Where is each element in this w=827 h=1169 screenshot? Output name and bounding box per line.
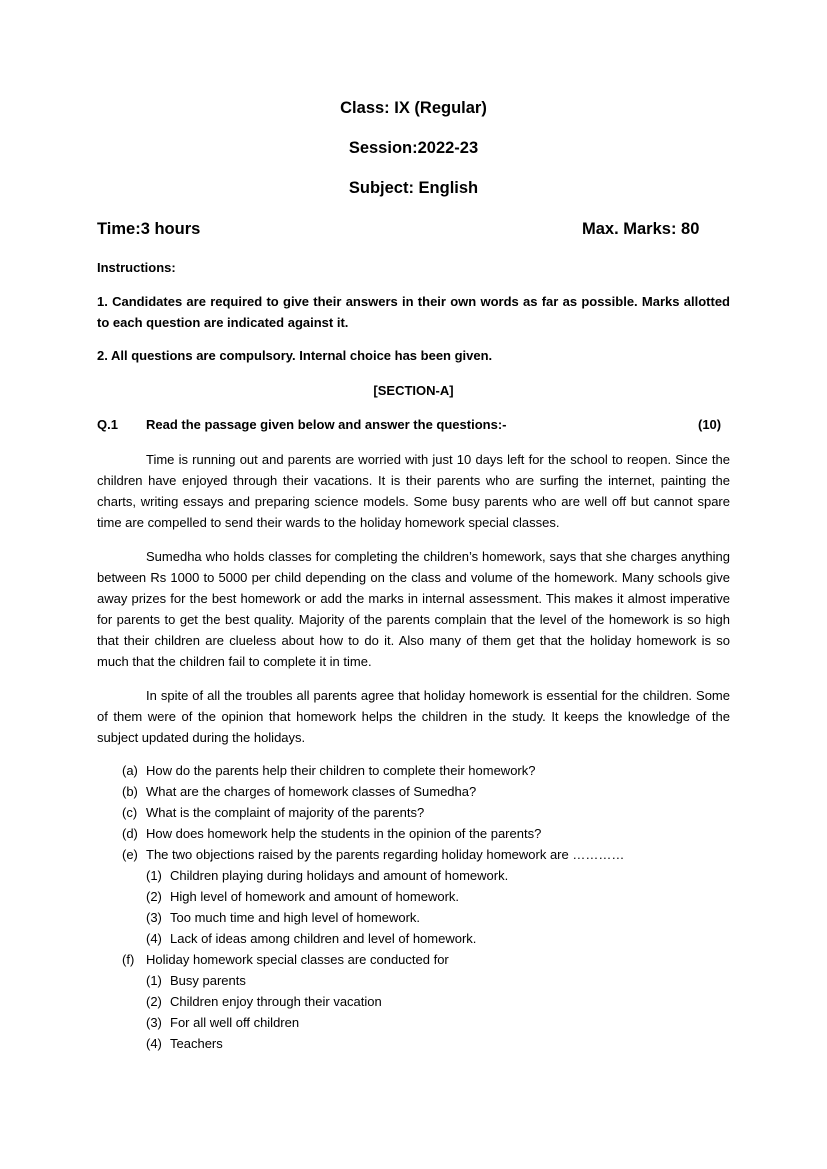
option-item (146, 994, 382, 1009)
instructions-heading: Instructions: (97, 260, 176, 275)
option-label: (1) (146, 973, 162, 988)
list-item (122, 784, 476, 799)
option-text: Busy parents (170, 973, 246, 988)
option-text: High level of homework and amount of homework. (170, 889, 460, 904)
passage-paragraph: In spite of all the troubles all parents agree that holiday homework is essential for the children. Some of them were of the opinion that homework helps the children in the study. It keeps the knowledge of the subject updated during the holidays. (97, 688, 730, 745)
option-item (146, 931, 476, 946)
question-text: Read the passage given below and answer the questions:- (146, 417, 507, 432)
option-item (146, 973, 246, 988)
option-text: For all well off children (170, 1015, 300, 1030)
question-number: Q.1 (97, 417, 118, 432)
option-label: (4) (146, 931, 162, 946)
option-item (146, 910, 420, 925)
option-label: (4) (146, 1036, 162, 1051)
question-label: (b) (122, 784, 138, 799)
question-text: What is the complaint of majority of the parents? (146, 805, 425, 820)
option-label: (2) (146, 889, 162, 904)
max-marks: Max. Marks: 80 (582, 220, 700, 238)
option-item (146, 889, 459, 904)
subject-title: Subject: English (348, 179, 479, 197)
option-label: (3) (146, 910, 162, 925)
option-text: Children playing during holidays and amount of homework. (170, 868, 509, 883)
question-text: The two objections raised by the parents regarding holiday homework are ………… (146, 847, 625, 862)
question-label: (c) (122, 805, 138, 820)
option-item (146, 1036, 223, 1051)
question-text: How do the parents help their children to complete their homework? (146, 763, 536, 778)
class-title: Class: IX (Regular) (340, 99, 487, 117)
option-item (146, 868, 508, 883)
option-text: Too much time and high level of homework. (170, 910, 421, 925)
list-item (122, 826, 541, 841)
option-label: (1) (146, 868, 162, 883)
question-label: (d) (122, 826, 138, 841)
question-label: (e) (122, 847, 138, 862)
section-title: [SECTION-A] (373, 383, 454, 398)
question-text: How does homework help the students in the opinion of the parents? (146, 826, 542, 841)
question-label: (f) (122, 952, 135, 967)
instruction-1: 1. Candidates are required to give their answers in their own words as far as possible. Marks allotted to each question are indicated against it. (97, 294, 730, 330)
time-allowed: Time:3 hours (97, 220, 201, 238)
list-item (122, 763, 536, 778)
question-marks: (10) (698, 417, 722, 432)
question-label: (a) (122, 763, 138, 778)
option-label: (3) (146, 1015, 162, 1030)
option-text: Lack of ideas among children and level of homework. (170, 931, 477, 946)
passage-paragraph: Sumedha who holds classes for completing the children’s homework, says that she charges anything between Rs 1000 to 5000 per child depending on the class and volume of the homework. Many schools give away prizes for the best homework or add the marks in internal assessment. This makes it almost imperative for parents to get the best quality. Majority of the parents complain that the level of the homework is so high that their children are clueless about how to do it. Also many of them get that the holiday homework is so much that the children fail to complete it in time. (97, 549, 730, 669)
instruction-2: 2. All questions are compulsory. Internal choice has been given. (97, 348, 493, 363)
option-text: Teachers (170, 1036, 223, 1051)
list-item (122, 847, 624, 862)
session-title: Session:2022-23 (348, 139, 479, 157)
option-text: Children enjoy through their vacation (170, 994, 382, 1009)
question-text: What are the charges of homework classes of Sumedha? (146, 784, 477, 799)
passage-paragraph: Time is running out and parents are worried with just 10 days left for the school to reopen. Since the children have enjoyed through their vacations. It is their parents who are surfing the internet, painting the charts, writing essays and preparing science models. Some busy parents who are well off but cannot spare time are compelled to send their wards to the holiday homework special classes. (97, 452, 730, 530)
option-item (146, 1015, 299, 1030)
option-label: (2) (146, 994, 162, 1009)
question-text: Holiday homework special classes are conducted for (146, 952, 449, 967)
list-item (122, 952, 449, 967)
list-item (122, 805, 424, 820)
